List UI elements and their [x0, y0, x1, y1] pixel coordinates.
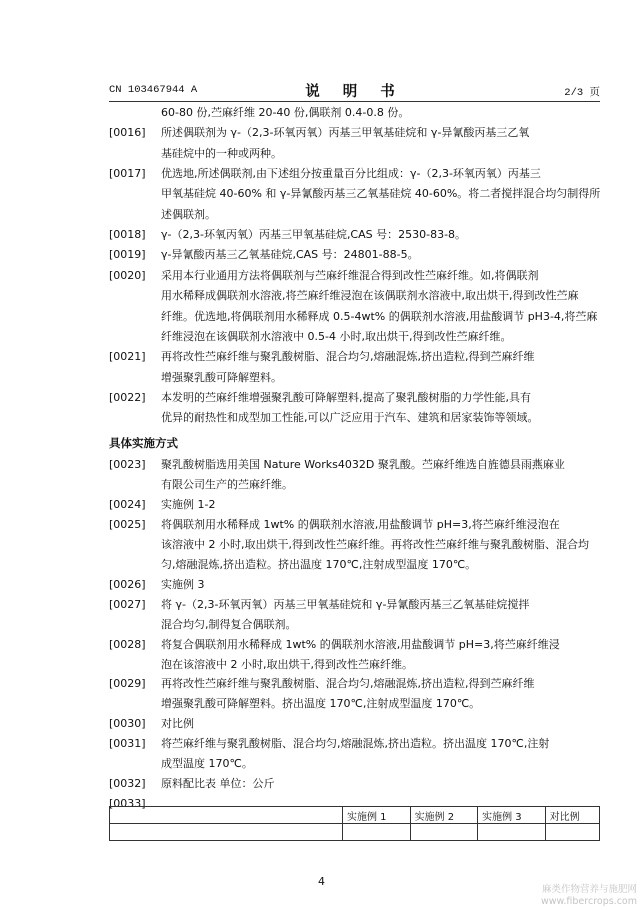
paragraph-text: 将偶联剂用水稀释成 1wt% 的偶联剂水溶液,用盐酸调节 pH=3,将苎麻纤维浸泡在: [161, 517, 560, 531]
paragraph-number: [0023]: [109, 458, 146, 471]
text-line: [109, 695, 480, 712]
paragraph-text: γ-（2,3-环氧丙氧）丙基三甲氧基硅烷,CAS 号：2530-83-8。: [161, 228, 467, 242]
table-header-row: [110, 807, 600, 824]
text-line: [109, 206, 216, 223]
paragraph-text: 用水稀释成偶联剂水溶液,将苎麻纤维浸泡在该偶联剂水溶液中,取出烘干,得到改性苎麻: [161, 289, 579, 303]
paragraph-number: [0021]: [109, 350, 146, 364]
paragraph-text: 对比例: [161, 717, 194, 731]
text-line: [109, 536, 589, 553]
text-line: [109, 409, 539, 426]
text-line: [109, 104, 409, 121]
table-cell: [545, 824, 599, 841]
text-line: [109, 389, 531, 406]
paragraph-text: 优选地,所述偶联剂,由下述组分按重量百分比组成：γ-（2,3-环氧丙氧）丙基三: [161, 167, 541, 181]
paragraph-text: 泡在该溶液中 2 小时,取出烘干,得到改性苎麻纤维。: [161, 657, 413, 671]
text-line: [109, 348, 535, 365]
text-line: [109, 576, 205, 593]
paragraph-number: [0027]: [109, 597, 146, 611]
paragraph-number: [0019]: [109, 248, 146, 262]
text-line: [109, 456, 565, 473]
ingredient-table: [109, 806, 600, 841]
text-line: [109, 124, 529, 141]
paragraph-text: 所述偶联剂为 γ-（2,3-环氧丙氧）丙基三甲氧基硅烷和 γ-异氰酸丙基三乙氧: [161, 126, 530, 140]
text-line: [109, 328, 511, 345]
text-line: [109, 636, 560, 653]
paragraph-number: [0018]: [109, 228, 146, 242]
text-line: [109, 516, 560, 533]
text-line: [109, 656, 413, 673]
watermark: [541, 884, 637, 908]
text-line: [109, 226, 466, 243]
paragraph-text: 甲氧基硅烷 40-60% 和 γ-异氰酸丙基三乙氧基硅烷 40-60%。将二者搅拌混合均匀制得所: [161, 187, 601, 201]
text-line: [109, 735, 549, 752]
section-heading: 具体实施方式: [109, 436, 178, 450]
text-line: [109, 476, 293, 493]
paragraph-text: 采用本行业通用方法将偶联剂与苎麻纤维混合得到改性苎麻纤维。如,将偶联剂: [161, 268, 539, 282]
paragraph-number: [0022]: [109, 390, 146, 404]
text-line: [109, 775, 275, 792]
page-number: 4: [318, 875, 325, 888]
table-header-cell: 实施例 3: [478, 807, 546, 824]
paragraph-text: 聚乳酸树脂选用美国 Nature Works4032D 聚乳酸。苎麻纤维选自旌德县雨燕麻业: [161, 458, 565, 471]
paragraph-number: [0020]: [109, 268, 146, 282]
table-header-cell: 对比例: [545, 807, 599, 824]
paragraph-text: 60-80 份,苎麻纤维 20-40 份,偶联剂 0.4-0.8 份。: [161, 106, 410, 119]
paragraph-number: [0016]: [109, 126, 146, 140]
watermark-line: 麻类作物营养与施肥网: [541, 884, 637, 895]
paragraph-number: [0024]: [109, 497, 146, 511]
paragraph-text: 增强聚乳酸可降解塑料。挤出温度 170℃,注射成型温度 170℃。: [161, 697, 481, 711]
table-cell: [110, 824, 343, 841]
paragraph-text: 优异的耐热性和成型加工性能,可以广泛应用于汽车、建筑和居家装饰等领域。: [161, 411, 539, 425]
paragraph-number: [0033]: [109, 797, 146, 811]
paragraph-number: [0025]: [109, 517, 146, 531]
table-header-cell: 实施例 1: [343, 807, 411, 824]
table-header-cell: [110, 807, 343, 824]
paragraph-text: 实施例 3: [161, 577, 205, 591]
text-line: [109, 185, 600, 202]
paragraph-text: γ-异氰酸丙基三乙氧基硅烷,CAS 号：24801-88-5。: [161, 248, 419, 262]
table-cell: [410, 824, 478, 841]
paragraph-number: [0030]: [109, 717, 146, 731]
paragraph-text: 成型温度 170℃。: [161, 757, 253, 771]
document-title: 说 明 书: [305, 84, 404, 100]
text-line: [109, 596, 529, 613]
text-line: [109, 145, 282, 162]
paragraph-number: [0031]: [109, 737, 146, 751]
table-row: [110, 824, 600, 841]
paragraph-number: [0026]: [109, 577, 146, 591]
text-line: [109, 715, 194, 732]
paragraph-text: 再将改性苎麻纤维与聚乳酸树脂、混合均匀,熔融混炼,挤出造粒,得到苎麻纤维: [161, 677, 535, 691]
paragraph-text: 纤维浸泡在该偶联剂水溶液中 0.5-4 小时,取出烘干,得到改性苎麻纤维。: [161, 329, 512, 343]
header-rule: [109, 101, 600, 102]
paragraph-text: 原料配比表 单位：公斤: [161, 777, 275, 791]
text-line: [109, 369, 282, 386]
text-line: [109, 675, 535, 692]
text-line: [109, 755, 253, 772]
paragraph-text: 本发明的苎麻纤维增强聚乳酸可降解塑料,提高了聚乳酸树脂的力学性能,具有: [161, 390, 531, 404]
watermark-line: www.fibercrops.com: [540, 896, 637, 907]
paragraph-text: 再将改性苎麻纤维与聚乳酸树脂、混合均匀,熔融混炼,挤出造粒,得到苎麻纤维: [161, 350, 535, 364]
paragraph-number: [0017]: [109, 167, 146, 181]
text-line: [109, 267, 539, 284]
text-line: [109, 287, 579, 304]
paragraph-number: [0028]: [109, 637, 146, 651]
patent-number: CN 103467944 A: [109, 84, 198, 96]
paragraph-number: [0029]: [109, 677, 146, 691]
paragraph-text: 基硅烷中的一种或两种。: [161, 146, 282, 160]
text-line: [109, 556, 476, 573]
text-line: [109, 165, 541, 182]
text-line: [109, 616, 297, 633]
page-header: [109, 80, 600, 100]
paragraph-text: 将苎麻纤维与聚乳酸树脂、混合均匀,熔融混炼,挤出造粒。挤出温度 170℃,注射: [161, 737, 550, 751]
paragraph-text: 纤维。优选地,将偶联剂用水稀释成 0.5-4wt% 的偶联剂水溶液,用盐酸调节 pH3-4,将苎麻: [161, 309, 598, 323]
paragraph-number: [0032]: [109, 777, 146, 791]
paragraph-text: 将复合偶联剂用水稀释成 1wt% 的偶联剂水溶液,用盐酸调节 pH=3,将苎麻纤维浸: [161, 637, 560, 651]
paragraph-text: 混合均匀,制得复合偶联剂。: [161, 617, 297, 631]
paragraph-text: 将 γ-（2,3-环氧丙氧）丙基三甲氧基硅烷和 γ-异氰酸丙基三乙氧基硅烷搅拌: [161, 597, 530, 611]
page-indicator: 2/3 页: [564, 87, 600, 99]
paragraph-text: 实施例 1-2: [161, 497, 216, 511]
paragraph-text: 匀,熔融混炼,挤出造粒。挤出温度 170℃,注射成型温度 170℃。: [161, 557, 477, 571]
paragraph-text: 该溶液中 2 小时,取出烘干,得到改性苎麻纤维。再将改性苎麻纤维与聚乳酸树脂、混合均: [161, 537, 589, 551]
text-line: [109, 496, 215, 513]
table-cell: [478, 824, 546, 841]
paragraph-text: 述偶联剂。: [161, 207, 216, 221]
text-line: [109, 308, 597, 325]
table-header-cell: 实施例 2: [410, 807, 478, 824]
table-cell: [343, 824, 411, 841]
paragraph-text: 增强聚乳酸可降解塑料。: [161, 370, 282, 384]
text-line: [109, 246, 419, 263]
paragraph-text: 有限公司生产的苎麻纤维。: [161, 477, 293, 491]
